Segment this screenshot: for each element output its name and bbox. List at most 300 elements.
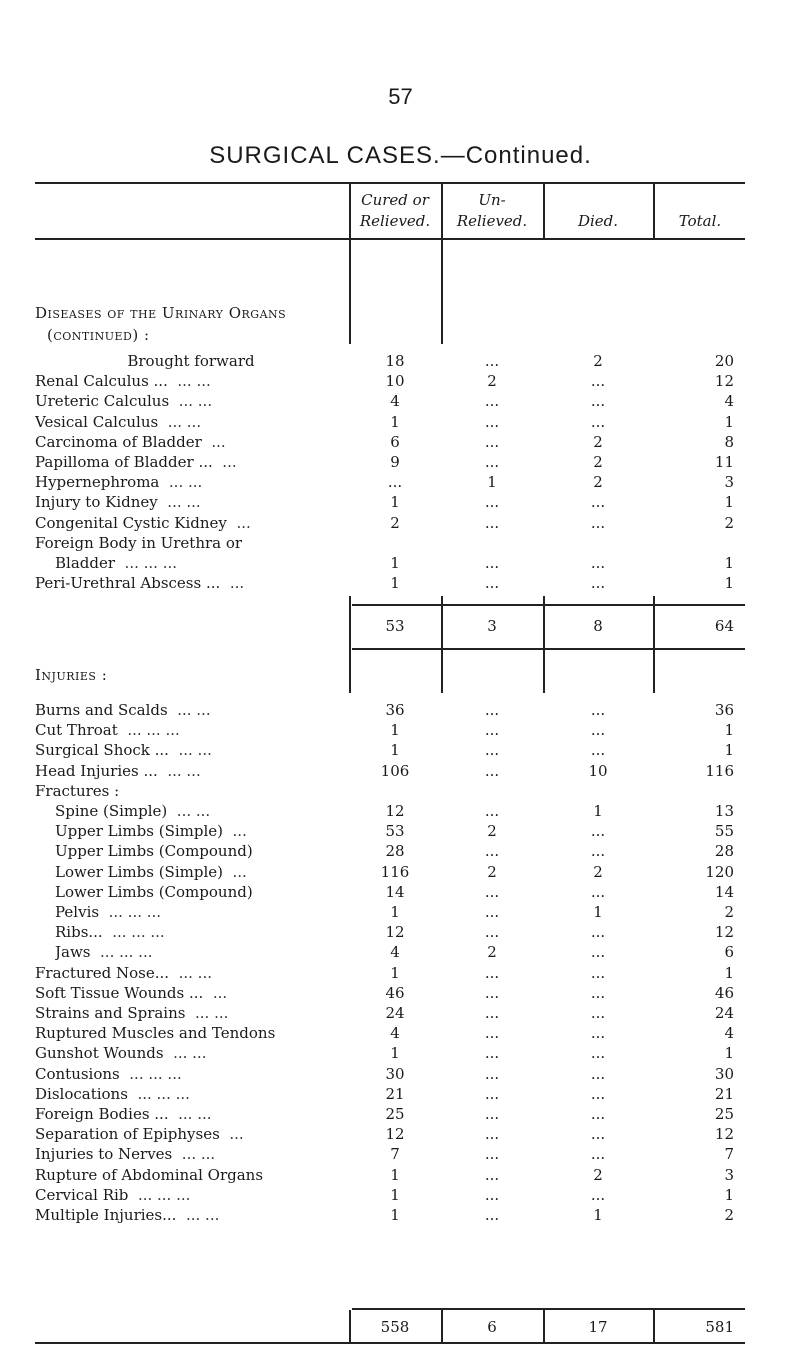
col-divider bbox=[441, 596, 443, 648]
cell-total: 8 bbox=[724, 432, 734, 451]
cell-died: ... bbox=[590, 1125, 606, 1144]
table-row bbox=[0, 882, 801, 903]
cell-unrelieved: ... bbox=[484, 554, 500, 572]
row-label bbox=[35, 720, 347, 741]
leader-dots: ... ... bbox=[163, 1044, 207, 1063]
leader-dots: ... ... ... bbox=[115, 554, 178, 572]
cell-unrelieved: ... bbox=[484, 802, 500, 820]
total-unrelieved: 3 bbox=[487, 617, 497, 635]
cell-cured: ... bbox=[387, 473, 403, 492]
cell-unrelieved: ... bbox=[484, 513, 500, 532]
leader-dots: ... ... ... bbox=[99, 903, 162, 921]
leader-dots: ... ... bbox=[157, 493, 201, 512]
cell-died: ... bbox=[590, 1044, 606, 1063]
subtotal-rule bbox=[352, 604, 745, 606]
row-label-text: Soft Tissue Wounds ... bbox=[35, 983, 204, 1002]
cell-died: ... bbox=[590, 372, 606, 391]
cell-unrelieved: ... bbox=[484, 1125, 500, 1144]
leader-dots: ... ... bbox=[158, 412, 202, 431]
table-row bbox=[0, 821, 801, 842]
row-label bbox=[35, 781, 347, 802]
cell-total: 28 bbox=[714, 842, 734, 861]
row-label-text: Vesical Calculus bbox=[35, 412, 159, 431]
row-label-text: Upper Limbs (Compound) bbox=[55, 842, 253, 861]
row-label bbox=[35, 533, 347, 554]
table-row bbox=[0, 983, 801, 1004]
row-label bbox=[35, 492, 347, 513]
row-label-text: Fractures : bbox=[35, 781, 120, 800]
row-label-text: Dislocations bbox=[35, 1084, 128, 1103]
table-row bbox=[0, 1084, 801, 1105]
leader-dots: ... bbox=[223, 822, 247, 841]
row-label-text: Strains and Sprains bbox=[35, 1004, 186, 1022]
row-label bbox=[55, 553, 347, 574]
row-label bbox=[35, 472, 347, 493]
cell-unrelieved: ... bbox=[484, 963, 500, 982]
table-row bbox=[0, 740, 801, 761]
row-label-text: Multiple Injuries... bbox=[35, 1206, 177, 1224]
leader-dots: ... ... bbox=[167, 802, 211, 820]
leader-dots: ... ... bbox=[169, 963, 212, 982]
cell-cured: 1 bbox=[390, 574, 400, 593]
cell-cured: 10 bbox=[385, 372, 405, 391]
cell-total: 3 bbox=[724, 1165, 734, 1184]
header-unrelieved bbox=[442, 190, 542, 232]
cell-died: ... bbox=[590, 1084, 606, 1103]
cell-unrelieved: ... bbox=[484, 412, 500, 431]
cell-cured: 1 bbox=[390, 412, 400, 431]
cell-cured: 30 bbox=[385, 1064, 405, 1083]
cell-cured: 1 bbox=[390, 493, 400, 512]
cell-total: 11 bbox=[714, 453, 734, 471]
cell-total: 4 bbox=[724, 392, 734, 411]
table-row bbox=[0, 720, 801, 741]
row-label bbox=[35, 1104, 347, 1125]
row-label-text: Head Injuries ... bbox=[35, 761, 158, 780]
cell-died: 10 bbox=[588, 761, 608, 780]
col-divider bbox=[441, 648, 443, 693]
row-label bbox=[35, 1165, 347, 1186]
cell-cured: 106 bbox=[380, 761, 410, 780]
leader-dots: ... ... bbox=[167, 372, 211, 391]
cell-unrelieved: ... bbox=[484, 1064, 500, 1083]
row-label-text: Carcinoma of Bladder bbox=[35, 432, 202, 451]
header-cured-line1: Cured or bbox=[361, 191, 429, 209]
cell-cured: 7 bbox=[390, 1145, 400, 1164]
cell-unrelieved: ... bbox=[484, 882, 500, 901]
cell-died: 2 bbox=[593, 1165, 603, 1184]
leader-dots: ... ... ... bbox=[119, 1064, 182, 1083]
section-heading-line2: (continued) : bbox=[47, 326, 150, 344]
cell-unrelieved: ... bbox=[484, 493, 500, 512]
row-label-text: Contusions bbox=[35, 1064, 120, 1083]
header-rule bbox=[35, 238, 745, 240]
cell-died: ... bbox=[590, 923, 606, 942]
cell-total: 12 bbox=[714, 1125, 734, 1144]
table-row bbox=[0, 700, 801, 721]
col-divider bbox=[349, 240, 351, 344]
cell-died: ... bbox=[590, 741, 606, 760]
table-row bbox=[0, 391, 801, 412]
table-row bbox=[0, 902, 801, 923]
row-label-text: Burns and Scalds bbox=[35, 701, 168, 719]
cell-unrelieved: ... bbox=[484, 842, 500, 861]
cell-unrelieved: ... bbox=[484, 1084, 500, 1103]
cell-total: 1 bbox=[724, 963, 734, 982]
cell-cured: 1 bbox=[390, 554, 400, 572]
leader-dots: ... bbox=[203, 983, 228, 1002]
table-row bbox=[0, 371, 801, 392]
table-row bbox=[0, 1144, 801, 1165]
cell-cured: 2 bbox=[390, 513, 400, 532]
cell-died: ... bbox=[590, 882, 606, 901]
leader-dots: ... bbox=[222, 862, 247, 881]
leader-dots: ... ... bbox=[168, 1105, 212, 1123]
cell-total: 13 bbox=[714, 802, 734, 820]
cell-died: ... bbox=[590, 554, 606, 572]
row-label-text: Separation of Epiphyses bbox=[35, 1125, 220, 1144]
cell-died: 1 bbox=[593, 802, 603, 820]
cell-total: 6 bbox=[724, 943, 734, 962]
table-row bbox=[0, 1165, 801, 1186]
leader-dots: ... ... bbox=[176, 1206, 220, 1224]
row-label bbox=[55, 841, 347, 862]
leader-dots: ... ... bbox=[169, 392, 213, 411]
total-total: 64 bbox=[714, 617, 734, 635]
cell-died: ... bbox=[590, 1004, 606, 1022]
row-label-text: Papilloma of Bladder ... bbox=[35, 453, 213, 471]
total-unrelieved: 6 bbox=[487, 1318, 497, 1336]
cell-cured: 28 bbox=[385, 842, 405, 861]
row-label bbox=[35, 412, 347, 433]
table-row bbox=[0, 1124, 801, 1145]
cell-total: 36 bbox=[714, 701, 734, 719]
row-label-text: Bladder bbox=[55, 554, 116, 572]
total-died: 8 bbox=[593, 617, 603, 635]
cell-total: 46 bbox=[714, 983, 734, 1002]
cell-died: 1 bbox=[593, 903, 603, 921]
section-heading: Injuries : bbox=[35, 666, 108, 684]
row-label bbox=[35, 452, 347, 473]
cell-unrelieved: ... bbox=[484, 741, 500, 760]
leader-dots: ... bbox=[219, 1125, 244, 1144]
leader-dots: ... ... bbox=[185, 1004, 229, 1022]
table-row bbox=[0, 351, 801, 372]
page-title: SURGICAL CASES.—Continued. bbox=[209, 142, 592, 169]
cell-cured: 116 bbox=[380, 862, 410, 881]
cell-unrelieved: ... bbox=[484, 761, 500, 780]
row-label-text: Cervical Rib bbox=[35, 1185, 129, 1204]
table-row bbox=[0, 1185, 801, 1206]
cell-died: ... bbox=[590, 1145, 606, 1164]
row-label bbox=[35, 391, 347, 412]
cell-cured: 14 bbox=[385, 882, 405, 901]
row-label-text: Foreign Body in Urethra or bbox=[35, 533, 243, 552]
row-label bbox=[35, 1003, 347, 1024]
row-label-text: Cut Throat bbox=[35, 721, 118, 740]
cell-total: 1 bbox=[724, 1044, 734, 1063]
table-row bbox=[0, 1023, 801, 1044]
leader-dots: ... ... bbox=[168, 741, 212, 760]
cell-died: ... bbox=[590, 493, 606, 512]
row-label bbox=[55, 942, 347, 963]
cell-cured: 12 bbox=[385, 802, 405, 820]
row-label-text: Lower Limbs (Simple) bbox=[55, 862, 223, 881]
cell-total: 1 bbox=[724, 412, 734, 431]
cell-died: ... bbox=[590, 513, 606, 532]
row-label bbox=[35, 761, 347, 782]
table-row bbox=[0, 922, 801, 943]
table-row bbox=[0, 573, 801, 594]
row-label-text: Ribs... bbox=[55, 923, 103, 942]
cell-died: ... bbox=[590, 943, 606, 962]
row-label-text: Brought forward bbox=[127, 352, 255, 370]
header-unrelieved-line1: Un- bbox=[478, 191, 506, 209]
row-label-text: Injury to Kidney bbox=[35, 493, 158, 512]
cell-cured: 1 bbox=[390, 903, 400, 921]
row-label-text: Peri-Urethral Abscess ... bbox=[35, 574, 221, 593]
col-divider bbox=[441, 240, 443, 344]
table-row bbox=[0, 513, 801, 534]
cell-total: 2 bbox=[724, 903, 734, 921]
col-divider bbox=[349, 1310, 351, 1342]
cell-unrelieved: ... bbox=[484, 574, 500, 593]
total-cured: 53 bbox=[385, 617, 405, 635]
table-row bbox=[0, 781, 801, 802]
cell-unrelieved: ... bbox=[484, 352, 500, 370]
cell-died: 1 bbox=[593, 1206, 603, 1224]
section-heading bbox=[35, 302, 286, 346]
cell-total: 12 bbox=[714, 372, 734, 391]
total-died: 17 bbox=[588, 1318, 608, 1336]
row-label-text: Foreign Bodies ... bbox=[35, 1105, 169, 1123]
table-bottom-rule bbox=[35, 1342, 745, 1344]
cell-died: ... bbox=[590, 1105, 606, 1123]
col-divider bbox=[441, 1310, 443, 1342]
col-divider bbox=[543, 596, 545, 648]
col-divider bbox=[653, 648, 655, 693]
total-cured: 558 bbox=[380, 1318, 410, 1336]
row-label bbox=[35, 1205, 347, 1226]
cell-died: ... bbox=[590, 1024, 606, 1043]
leader-dots: ... bbox=[220, 574, 245, 593]
cell-cured: 4 bbox=[390, 943, 400, 962]
cell-unrelieved: ... bbox=[484, 923, 500, 942]
cell-cured: 12 bbox=[385, 923, 405, 942]
cell-cured: 4 bbox=[390, 1024, 400, 1043]
row-label-text: Lower Limbs (Compound) bbox=[55, 882, 253, 901]
cell-unrelieved: 2 bbox=[487, 862, 497, 881]
cell-cured: 18 bbox=[385, 352, 405, 370]
row-label bbox=[35, 432, 347, 453]
leader-dots: ... bbox=[201, 432, 226, 451]
cell-total: 116 bbox=[705, 761, 734, 780]
cell-total: 1 bbox=[724, 1185, 734, 1204]
table-row bbox=[0, 472, 801, 493]
col-divider bbox=[653, 1310, 655, 1342]
cell-total: 1 bbox=[724, 493, 734, 512]
row-label bbox=[35, 371, 347, 392]
table-row bbox=[0, 1043, 801, 1064]
row-label bbox=[35, 740, 347, 761]
row-label bbox=[35, 1043, 347, 1064]
table-row bbox=[0, 1003, 801, 1024]
row-label bbox=[35, 513, 347, 534]
leader-dots: ... bbox=[226, 513, 251, 532]
cell-unrelieved: 1 bbox=[487, 473, 497, 492]
cell-cured: 1 bbox=[390, 741, 400, 760]
table-row bbox=[0, 412, 801, 433]
cell-total: 120 bbox=[705, 862, 734, 881]
row-label bbox=[35, 351, 347, 372]
cell-total: 2 bbox=[724, 1206, 734, 1224]
row-label bbox=[35, 700, 347, 721]
cell-total: 25 bbox=[714, 1105, 734, 1123]
header-cured bbox=[350, 190, 440, 232]
cell-total: 3 bbox=[724, 473, 734, 492]
leader-dots: ... ... bbox=[157, 761, 201, 780]
leader-dots: ... bbox=[212, 453, 237, 471]
row-label-text: Ureteric Calculus bbox=[35, 392, 170, 411]
col-divider bbox=[349, 596, 351, 648]
row-label bbox=[35, 1064, 347, 1085]
cell-unrelieved: ... bbox=[484, 1004, 500, 1022]
subtotal-rule bbox=[352, 1308, 745, 1310]
cell-unrelieved: ... bbox=[484, 453, 500, 471]
row-label bbox=[55, 922, 347, 943]
col-divider bbox=[653, 596, 655, 648]
cell-cured: 1 bbox=[390, 1044, 400, 1063]
cell-cured: 1 bbox=[390, 1185, 400, 1204]
cell-cured: 6 bbox=[390, 432, 400, 451]
cell-cured: 1 bbox=[390, 963, 400, 982]
cell-unrelieved: ... bbox=[484, 1105, 500, 1123]
total-total: 581 bbox=[705, 1318, 734, 1336]
table-top-rule bbox=[35, 182, 745, 184]
cell-total: 1 bbox=[724, 574, 734, 593]
cell-total: 1 bbox=[724, 721, 734, 740]
leader-dots: ... ... ... bbox=[117, 721, 180, 740]
row-label bbox=[35, 1144, 347, 1165]
table-row bbox=[0, 841, 801, 862]
cell-total: 21 bbox=[714, 1084, 734, 1103]
table-row bbox=[0, 862, 801, 883]
table-row bbox=[0, 432, 801, 453]
cell-unrelieved: ... bbox=[484, 1206, 500, 1224]
row-label-text: Injuries to Nerves bbox=[35, 1145, 173, 1164]
cell-cured: 1 bbox=[390, 1206, 400, 1224]
cell-cured: 36 bbox=[385, 701, 405, 719]
table-row bbox=[0, 761, 801, 782]
cell-cured: 21 bbox=[385, 1084, 405, 1103]
row-label bbox=[35, 983, 347, 1004]
table-row bbox=[0, 1104, 801, 1125]
row-label bbox=[35, 1185, 347, 1206]
cell-died: ... bbox=[590, 574, 606, 593]
leader-dots: ... ... ... bbox=[127, 1084, 190, 1103]
row-label bbox=[35, 1023, 347, 1044]
header-died bbox=[544, 211, 652, 232]
cell-total: 20 bbox=[714, 352, 734, 370]
col-divider bbox=[543, 648, 545, 693]
subtotal-rule bbox=[352, 648, 745, 650]
cell-unrelieved: ... bbox=[484, 1165, 500, 1184]
cell-died: ... bbox=[590, 721, 606, 740]
row-label bbox=[35, 1084, 347, 1105]
header-total bbox=[654, 211, 746, 232]
row-label bbox=[55, 821, 347, 842]
cell-total: 2 bbox=[724, 513, 734, 532]
cell-died: 2 bbox=[593, 352, 603, 370]
leader-dots: ... ... ... bbox=[90, 943, 153, 962]
leader-dots: ... ... bbox=[159, 473, 203, 492]
cell-total: 1 bbox=[724, 554, 734, 572]
table-row bbox=[0, 452, 801, 473]
cell-total: 12 bbox=[714, 923, 734, 942]
cell-died: ... bbox=[590, 822, 606, 841]
cell-died: ... bbox=[590, 1185, 606, 1204]
cell-died: ... bbox=[590, 701, 606, 719]
cell-cured: 46 bbox=[385, 983, 405, 1002]
row-label-text: Congenital Cystic Kidney bbox=[35, 513, 227, 532]
cell-died: 2 bbox=[593, 453, 603, 471]
table-row bbox=[0, 553, 801, 574]
cell-unrelieved: ... bbox=[484, 983, 500, 1002]
cell-cured: 53 bbox=[385, 822, 405, 841]
cell-died: ... bbox=[590, 842, 606, 861]
cell-unrelieved: ... bbox=[484, 392, 500, 411]
row-label bbox=[55, 862, 347, 883]
cell-total: 24 bbox=[714, 1004, 734, 1022]
cell-cured: 25 bbox=[385, 1105, 405, 1123]
header-total-label: Total. bbox=[678, 212, 722, 230]
header-died-label: Died. bbox=[577, 212, 619, 230]
cell-unrelieved: ... bbox=[484, 721, 500, 740]
cell-unrelieved: ... bbox=[484, 903, 500, 921]
table-row bbox=[0, 1205, 801, 1226]
table-row bbox=[0, 492, 801, 513]
header-unrelieved-line2: Relieved. bbox=[456, 212, 528, 230]
table-row bbox=[0, 942, 801, 963]
row-label bbox=[55, 902, 347, 923]
row-label-text: Jaws bbox=[55, 943, 91, 962]
cell-cured: 9 bbox=[390, 453, 400, 471]
cell-total: 1 bbox=[724, 741, 734, 760]
row-label-text: Rupture of Abdominal Organs bbox=[35, 1165, 264, 1184]
page-number: 57 bbox=[388, 84, 413, 109]
table-row bbox=[0, 801, 801, 822]
cell-total: 4 bbox=[724, 1024, 734, 1043]
cell-unrelieved: ... bbox=[484, 432, 500, 451]
row-label bbox=[55, 801, 347, 822]
cell-unrelieved: 2 bbox=[487, 943, 497, 962]
leader-dots: ... ... bbox=[167, 701, 211, 719]
cell-died: ... bbox=[590, 392, 606, 411]
row-label-text: Hypernephroma bbox=[35, 473, 160, 492]
col-divider bbox=[349, 648, 351, 693]
table-row bbox=[0, 533, 801, 554]
cell-unrelieved: 2 bbox=[487, 372, 497, 391]
cell-total: 14 bbox=[714, 882, 734, 901]
row-label-text: Spine (Simple) bbox=[55, 802, 168, 820]
table-row bbox=[0, 1064, 801, 1085]
row-label-text: Gunshot Wounds bbox=[35, 1044, 164, 1063]
row-label bbox=[55, 882, 347, 903]
row-label-text: Pelvis bbox=[55, 903, 100, 921]
section-heading-line1: Diseases of the Urinary Organs bbox=[35, 304, 287, 322]
cell-died: ... bbox=[590, 983, 606, 1002]
cell-unrelieved: ... bbox=[484, 701, 500, 719]
